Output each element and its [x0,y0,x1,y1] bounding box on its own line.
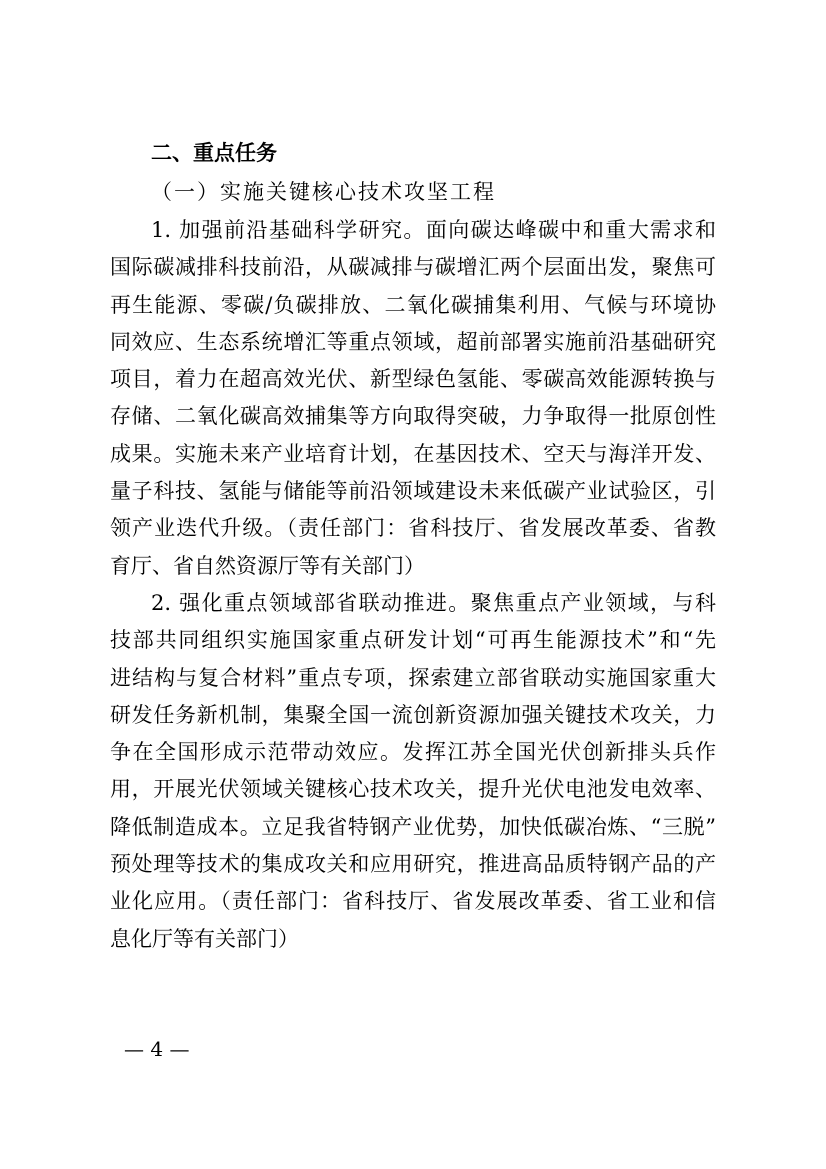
paragraph-1 [110,212,716,585]
paragraph-line: 量子科技、氢能与储能等前沿领域建设未来低碳产业试验区，引 [110,479,716,504]
paragraph-line: 再生能源、零碳/负碳排放、二氧化碳捕集利用、气候与环境协 [110,292,716,317]
paragraph-line: 1. 加强前沿基础科学研究。面向碳达峰碳中和重大需求和 [151,218,716,242]
paragraph-2 [110,585,716,958]
paragraph-line: 用，开展光伏领域关键核心技术攻关，提升光伏电池发电效率、 [110,777,716,802]
paragraph-line: 争在全国形成示范带动效应。发挥江苏全国光伏创新排头兵作 [110,740,716,765]
section-heading: 二、重点任务 [151,141,277,165]
body-text [110,212,716,958]
paragraph-line: 2. 强化重点领域部省联动推进。聚焦重点产业领域，与科 [151,590,716,615]
paragraph-line: 进结构与复合材料”重点专项，探索建立部省联动实施国家重大 [110,665,716,690]
paragraph-line: 业化应用。（责任部门：省科技厅、省发展改革委、省工业和信 [110,889,716,914]
paragraph-line: 研发任务新机制，集聚全国一流创新资源加强关键技术攻关，力 [110,702,716,727]
paragraph-line: 项目，着力在超高效光伏、新型绿色氢能、零碳高效能源转换与 [110,367,716,392]
paragraph-line: 领产业迭代升级。（责任部门：省科技厅、省发展改革委、省教 [110,516,716,541]
sub-heading: （一）实施关键核心技术攻坚工程 [151,180,496,204]
paragraph-line: 国际碳减排科技前沿，从碳减排与碳增汇两个层面出发，聚焦可 [110,255,716,280]
page-number: — 4 — [124,1037,190,1061]
paragraph-line: 成果。实施未来产业培育计划，在基因技术、空天与海洋开发、 [110,441,716,466]
paragraph-line: 技部共同组织实施国家重点研发计划“可再生能源技术”和“先 [110,628,716,653]
paragraph-line: 降低制造成本。立足我省特钢产业优势，加快低碳冶炼、“三脱” [110,814,716,839]
paragraph-line: 预处理等技术的集成攻关和应用研究，推进高品质特钢产品的产 [110,852,716,877]
paragraph-line: 息化厅等有关部门） [110,926,299,951]
paragraph-line: 存储、二氧化碳高效捕集等方向取得突破，力争取得一批原创性 [110,404,716,429]
paragraph-line: 育厅、省自然资源厅等有关部门） [110,553,425,578]
paragraph-line: 同效应、生态系统增汇等重点领域，超前部署实施前沿基础研究 [110,329,716,354]
